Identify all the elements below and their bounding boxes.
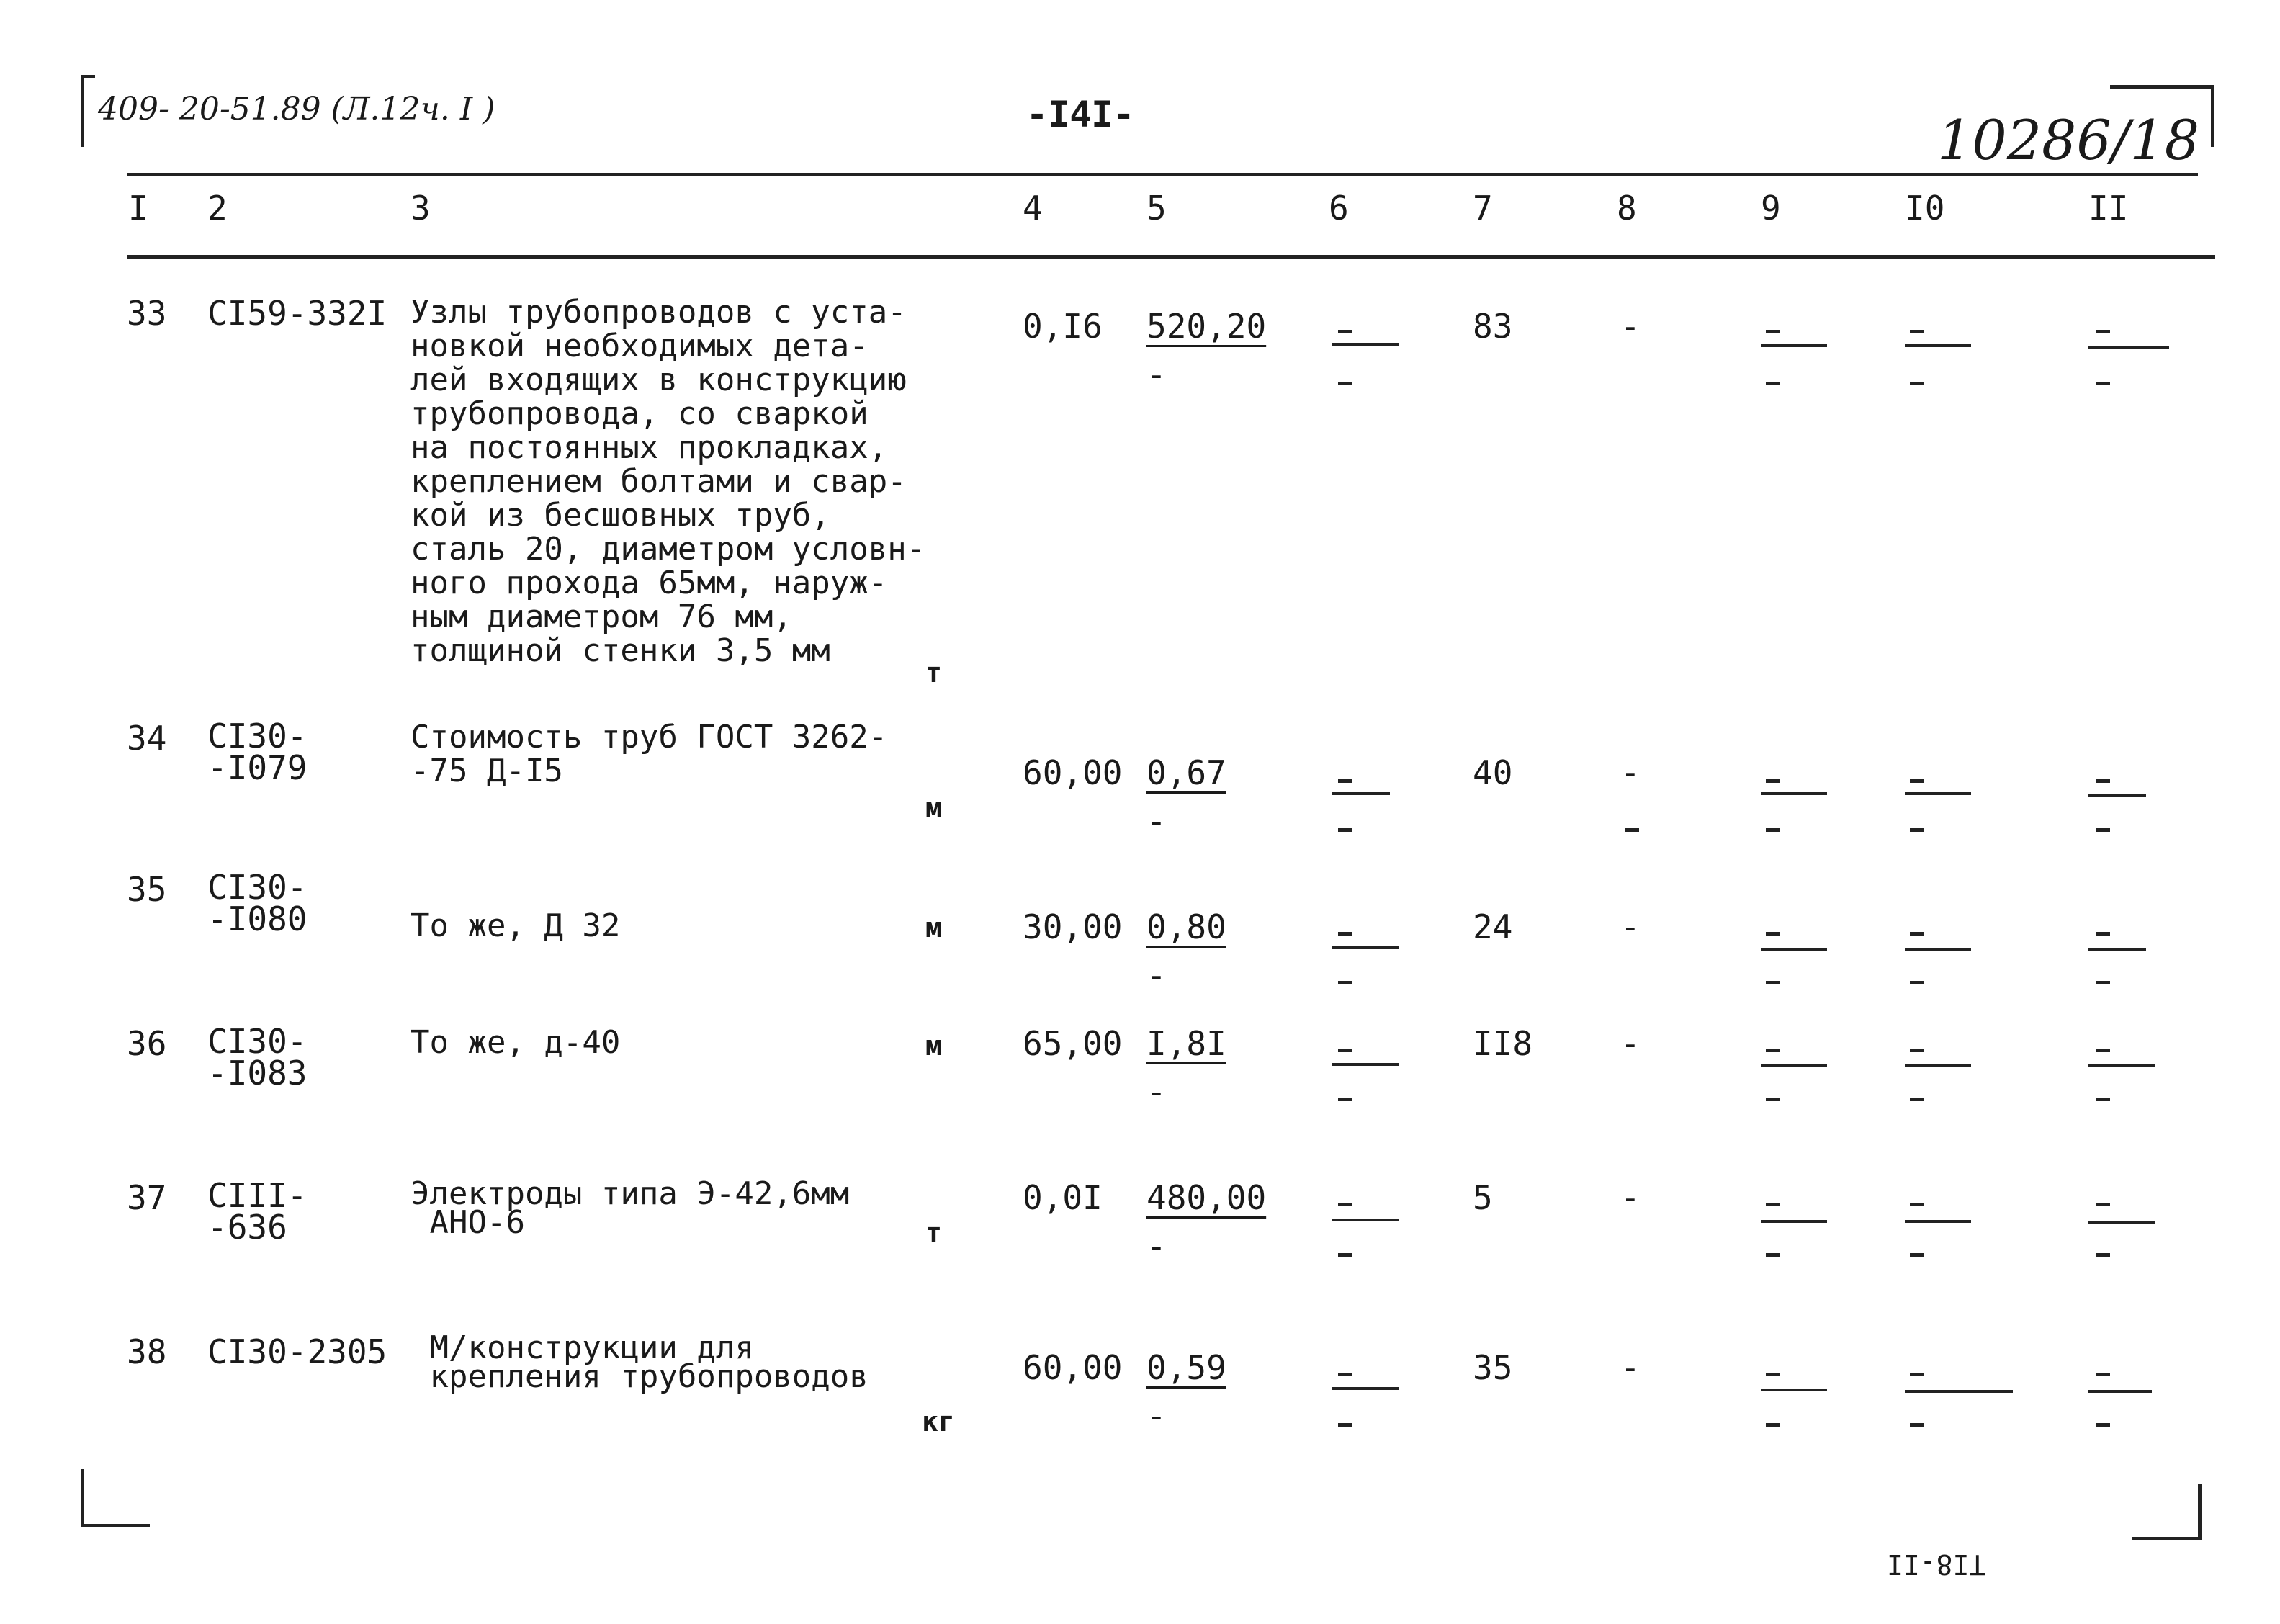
- cell-11-bottom-dash: [2096, 981, 2110, 984]
- page-number: -I4I-: [1026, 94, 1135, 135]
- frame-corner-top-left-tick: [81, 75, 95, 78]
- cell-6-fraction-line: [1332, 343, 1399, 346]
- row-unit: м: [925, 792, 942, 824]
- row-description: Электроды типа Э-42,6мм АНО-6: [410, 1175, 850, 1241]
- row-price: [1146, 753, 1226, 840]
- row-unit: м: [925, 912, 942, 943]
- cell-10-top-dash: [1910, 330, 1924, 333]
- row-col7: 24: [1473, 907, 1513, 946]
- cell-11-fraction-line: [2088, 1064, 2155, 1067]
- cell-6-fraction-line: [1332, 1219, 1399, 1221]
- row-col7: 35: [1473, 1348, 1513, 1387]
- row-col8: -: [1620, 907, 1641, 946]
- cell-11-bottom-dash: [2096, 1423, 2110, 1427]
- cell-9-fraction-line: [1761, 792, 1827, 795]
- cell-9-bottom-dash: [1766, 1098, 1780, 1101]
- row-price: [1146, 1348, 1226, 1435]
- row-price-sub: -: [1146, 1072, 1167, 1111]
- cell-10-bottom-dash: [1910, 382, 1924, 385]
- row-price-sub: -: [1146, 802, 1167, 840]
- cell-11-fraction-line: [2088, 1221, 2155, 1224]
- column-header-7: 7: [1473, 189, 1493, 228]
- cell-9-bottom-dash: [1766, 1423, 1780, 1427]
- cell-11-top-dash: [2096, 330, 2110, 333]
- cell-9-fraction-line: [1761, 1064, 1827, 1067]
- cell-11-bottom-dash: [2096, 382, 2110, 385]
- column-header-8: 8: [1617, 189, 1637, 228]
- cell-6-top-dash: [1338, 1049, 1352, 1052]
- frame-corner-top-right: [2211, 89, 2214, 147]
- cell-11-fraction-line: [2088, 794, 2146, 797]
- row-quantity: 0,0I: [1023, 1178, 1103, 1217]
- row-price-sub: -: [1146, 956, 1167, 995]
- row-number: 34: [127, 719, 167, 758]
- column-header-4: 4: [1023, 189, 1043, 228]
- row-unit: т: [925, 1217, 942, 1249]
- row-number: 33: [127, 294, 167, 333]
- header-rule: [127, 173, 2198, 176]
- frame-corner-top-right-tick: [2110, 85, 2214, 89]
- row-code: CIII- -636: [207, 1176, 308, 1247]
- row-number: 36: [127, 1024, 167, 1063]
- row-col8: -: [1620, 753, 1641, 792]
- cell-10-fraction-line: [1905, 344, 1971, 347]
- cell-9-fraction-line: [1761, 948, 1827, 951]
- row-number: 37: [127, 1178, 167, 1217]
- row-price: [1146, 1178, 1267, 1265]
- cell-10-fraction-line: [1905, 1220, 1971, 1223]
- cell-10-top-dash: [1910, 1373, 1924, 1376]
- row-unit: т: [925, 657, 942, 688]
- cell-6-top-dash: [1338, 779, 1352, 783]
- cell-10-fraction-line: [1905, 948, 1971, 951]
- cell-6-fraction-line: [1332, 946, 1399, 949]
- row-description: Стоимость труб ГОСТ 3262- -75 Д-I5: [410, 719, 888, 789]
- row-code: CI30- -I079: [207, 717, 308, 787]
- column-header-rule: [127, 255, 2215, 259]
- cell-6-top-dash: [1338, 1373, 1352, 1376]
- row-number: 38: [127, 1332, 167, 1371]
- column-header-2: 2: [207, 189, 228, 228]
- cell-9-fraction-line: [1761, 1389, 1827, 1391]
- row-unit: м: [925, 1030, 942, 1062]
- cell-6-fraction-line: [1332, 792, 1390, 795]
- row-col8: -: [1620, 1024, 1641, 1063]
- row-price-value: 520,20: [1146, 307, 1267, 346]
- row-col8: -: [1620, 1348, 1641, 1387]
- cell-10-top-dash: [1910, 779, 1924, 783]
- cell-9-bottom-dash: [1766, 1253, 1780, 1257]
- row-price-sub: -: [1146, 1396, 1167, 1435]
- cell-10-top-dash: [1910, 1049, 1924, 1052]
- row-description: То же, д-40: [410, 1024, 621, 1061]
- cell-9-top-dash: [1766, 1373, 1780, 1376]
- row-number: 35: [127, 870, 167, 909]
- cell-6-bottom-dash: [1338, 981, 1352, 984]
- row-price-value: 0,80: [1146, 907, 1226, 946]
- cell-6-bottom-dash: [1338, 1253, 1352, 1257]
- cell-9-fraction-line: [1761, 1220, 1827, 1223]
- cell-8-bottom-dash: [1625, 828, 1639, 832]
- cell-6-bottom-dash: [1338, 828, 1352, 832]
- row-col7: 5: [1473, 1178, 1493, 1217]
- cell-11-top-dash: [2096, 932, 2110, 936]
- row-description: То же, Д 32: [410, 907, 621, 944]
- column-header-10: I0: [1905, 189, 1945, 228]
- column-header-5: 5: [1146, 189, 1167, 228]
- row-description: М/конструкции для крепления трубопроводов: [429, 1329, 869, 1395]
- cell-10-bottom-dash: [1910, 1098, 1924, 1101]
- cell-10-top-dash: [1910, 932, 1924, 936]
- row-col7: II8: [1473, 1024, 1533, 1063]
- cell-6-fraction-line: [1332, 1387, 1399, 1390]
- cell-10-bottom-dash: [1910, 828, 1924, 832]
- row-price-value: I,8I: [1146, 1024, 1226, 1063]
- sheet-number: 10286/18: [1937, 108, 2200, 172]
- column-header-11: II: [2088, 189, 2129, 228]
- column-header-9: 9: [1761, 189, 1781, 228]
- cell-11-top-dash: [2096, 1203, 2110, 1206]
- cell-10-top-dash: [1910, 1203, 1924, 1206]
- column-header-6: 6: [1329, 189, 1349, 228]
- row-col7: 83: [1473, 307, 1513, 346]
- row-price: [1146, 1024, 1226, 1111]
- row-price-sub: -: [1146, 355, 1167, 394]
- cell-11-bottom-dash: [2096, 828, 2110, 832]
- cell-11-bottom-dash: [2096, 1253, 2110, 1257]
- footer-code: TI8-II: [1887, 1548, 1986, 1580]
- document-code: 409- 20-51.89 (Л.12ч. I ): [98, 91, 495, 127]
- row-quantity: 0,I6: [1023, 307, 1103, 346]
- frame-corner-bottom-left: [81, 1469, 84, 1527]
- cell-10-fraction-line: [1905, 792, 1971, 795]
- cell-9-top-dash: [1766, 1203, 1780, 1206]
- cell-9-fraction-line: [1761, 344, 1827, 347]
- row-price-value: 0,59: [1146, 1348, 1226, 1387]
- cell-9-top-dash: [1766, 1049, 1780, 1052]
- cell-9-top-dash: [1766, 779, 1780, 783]
- frame-corner-bottom-right: [2198, 1484, 2202, 1540]
- cell-11-top-dash: [2096, 779, 2110, 783]
- cell-10-bottom-dash: [1910, 1423, 1924, 1427]
- cell-6-bottom-dash: [1338, 1423, 1352, 1427]
- cell-11-fraction-line: [2088, 1390, 2152, 1393]
- cell-6-top-dash: [1338, 932, 1352, 936]
- row-price: [1146, 907, 1226, 995]
- row-code: CI30- -I080: [207, 868, 308, 938]
- row-description: Узлы трубопроводов с уста- новкой необходимых дета- лей входящих в конструкцию трубопровода, со сваркой на постоянных прокладках, креплением болтами и свар- кой из бесшовных труб, сталь 20, диаметром условн- ного прохода 65мм, наруж- ным диаметром 76 мм, толщиной стенки 3,5 мм: [410, 294, 926, 669]
- cell-9-bottom-dash: [1766, 981, 1780, 984]
- cell-9-top-dash: [1766, 932, 1780, 936]
- cell-6-bottom-dash: [1338, 1098, 1352, 1101]
- cell-11-top-dash: [2096, 1049, 2110, 1052]
- frame-corner-top-left: [81, 75, 84, 147]
- row-col8: -: [1620, 1178, 1641, 1217]
- cell-6-fraction-line: [1332, 1063, 1399, 1066]
- cell-9-top-dash: [1766, 330, 1780, 333]
- cell-6-bottom-dash: [1338, 382, 1352, 385]
- cell-6-top-dash: [1338, 330, 1352, 333]
- row-unit: кг: [922, 1406, 955, 1437]
- column-header-1: I: [128, 189, 148, 228]
- row-col7: 40: [1473, 753, 1513, 792]
- row-quantity: 65,00: [1023, 1024, 1123, 1063]
- cell-11-fraction-line: [2088, 346, 2169, 349]
- row-price-value: 0,67: [1146, 753, 1226, 792]
- cell-10-fraction-line: [1905, 1390, 2013, 1393]
- cell-9-bottom-dash: [1766, 382, 1780, 385]
- row-code: CI30-2305: [207, 1332, 387, 1371]
- cell-10-fraction-line: [1905, 1064, 1971, 1067]
- row-price-sub: -: [1146, 1226, 1167, 1265]
- frame-corner-bottom-right-tick: [2132, 1537, 2201, 1540]
- cell-6-top-dash: [1338, 1203, 1352, 1206]
- row-code: CI30- -I083: [207, 1022, 308, 1093]
- row-quantity: 30,00: [1023, 907, 1123, 946]
- cell-11-top-dash: [2096, 1373, 2110, 1376]
- row-price: [1146, 307, 1267, 394]
- frame-corner-bottom-left-tick: [81, 1524, 150, 1527]
- cell-11-fraction-line: [2088, 948, 2146, 951]
- column-header-3: 3: [410, 189, 431, 228]
- row-code: CI59-332I: [207, 294, 387, 333]
- cell-11-bottom-dash: [2096, 1098, 2110, 1101]
- row-price-value: 480,00: [1146, 1178, 1267, 1217]
- row-col8: -: [1620, 307, 1641, 346]
- cell-9-bottom-dash: [1766, 828, 1780, 832]
- row-quantity: 60,00: [1023, 1348, 1123, 1387]
- cell-10-bottom-dash: [1910, 981, 1924, 984]
- cell-10-bottom-dash: [1910, 1253, 1924, 1257]
- row-quantity: 60,00: [1023, 753, 1123, 792]
